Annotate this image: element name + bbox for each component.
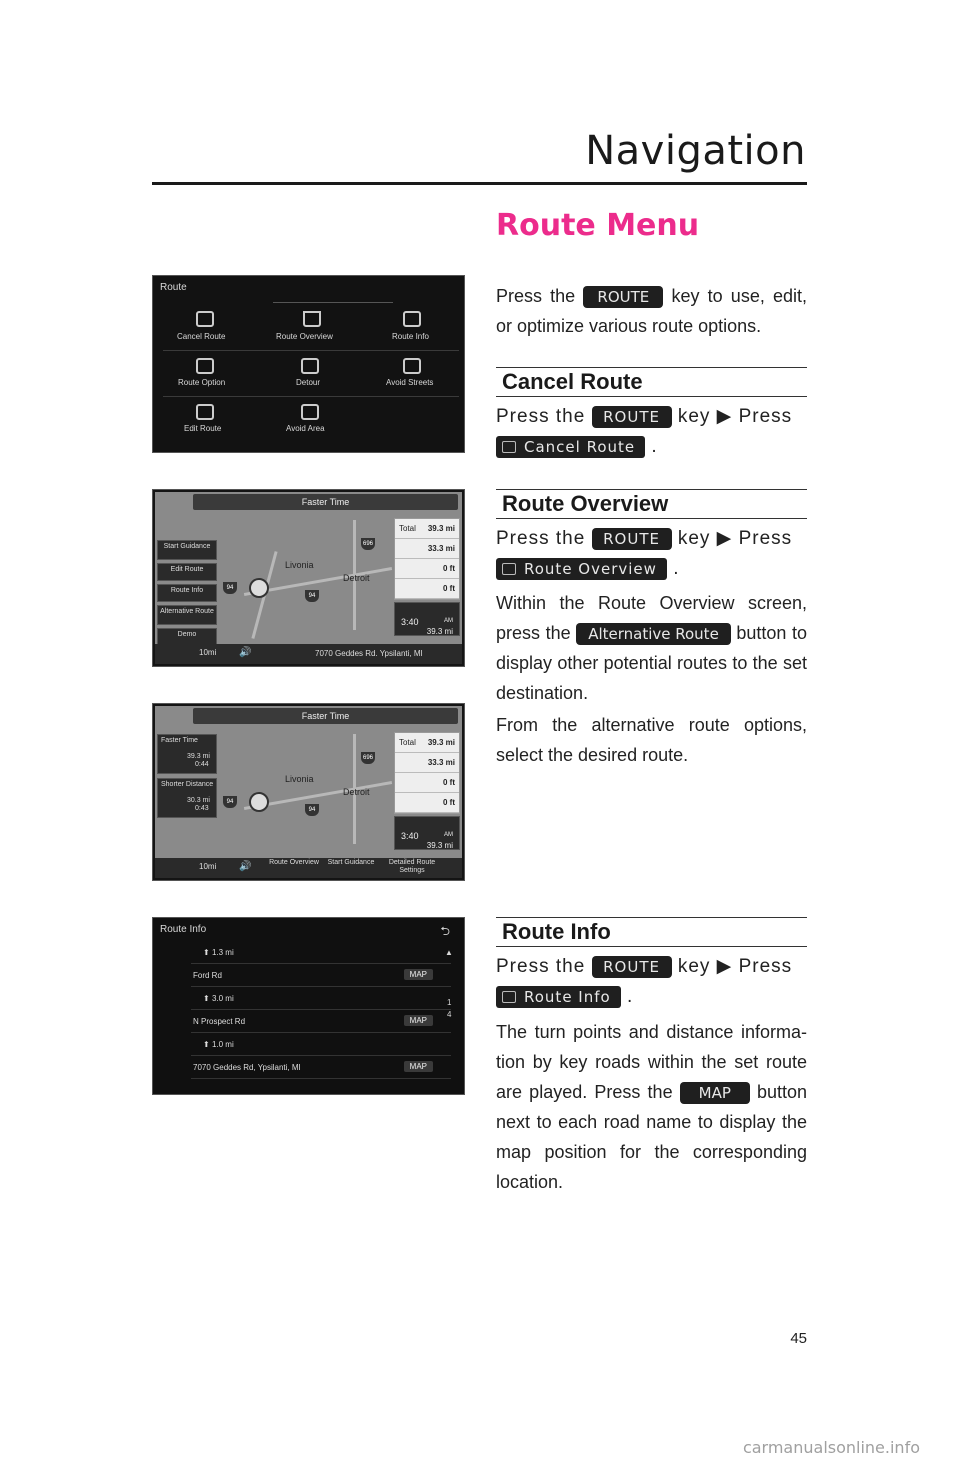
alternative-route-button: Alternative Route (157, 605, 217, 625)
page-indicator: 4 (447, 1010, 452, 1019)
route-info-heading: Route Info (496, 917, 807, 947)
route-overview-text: Press the ROUTE key ▶ Press Route Overview . (496, 528, 793, 579)
page-header-title: Navigation (585, 128, 806, 174)
route-overview-note: From the alternative route options, select the desired route. (496, 715, 807, 765)
vehicle-position-marker (249, 578, 269, 598)
cancel-route-button-badge: Cancel Route (496, 436, 645, 458)
map-city-label: Detroit (343, 573, 370, 583)
watermark: carmanualsonline.info (742, 1438, 920, 1457)
route-overview-heading: Route Overview (496, 489, 807, 519)
cancel-route-icon (502, 441, 516, 453)
route-overview-screenshot (152, 489, 465, 667)
route-info-icon (502, 991, 516, 1003)
menu-item-avoid-area: Avoid Area (286, 424, 325, 433)
volume-icon: 🔊 (239, 861, 252, 872)
cancel-route-heading: Cancel Route (496, 367, 807, 397)
map-city-label: Livonia (285, 560, 314, 570)
highway-shield: 696 (361, 752, 375, 764)
vehicle-position-marker (249, 792, 269, 812)
menu-item-route-option: Route Option (178, 378, 226, 387)
route-info-detail: The turn points and distance informa-tion by key roads within the set route are played. Press the MAP button next to each road name to display the map position for the corresponding location. (496, 1022, 807, 1192)
header-divider (152, 182, 807, 185)
route-option-icon (196, 358, 214, 374)
route-overview-detail: Within the Route Overview screen, press the Alternative Route button to display other potential routes to the set destination. (496, 593, 807, 703)
route-info-panel: Total 39.3 mi 33.3 mi 0 ft 0 ft (394, 518, 460, 600)
menu-item-detour: Detour (296, 378, 321, 387)
faster-time-option: Faster Time 39.3 mi 0:44 (157, 734, 217, 774)
highway-shield: 696 (361, 538, 375, 550)
edit-route-icon (196, 404, 214, 420)
list-item: ⬆ 1.0 mi (191, 1034, 451, 1056)
route-key-badge: ROUTE (592, 528, 672, 550)
list-item: 7070 Geddes Rd, Ypsilanti, MI MAP (191, 1057, 451, 1079)
page-number: 45 (790, 1330, 807, 1347)
volume-icon: 🔊 (239, 647, 252, 658)
route-overview-icon (502, 563, 516, 575)
start-guidance-button: Start Guidance (157, 540, 217, 560)
highway-shield: 94 (305, 590, 319, 602)
avoid-streets-icon (403, 358, 421, 374)
map-button: MAP (404, 969, 433, 980)
route-key-badge: ROUTE (583, 286, 663, 308)
menu-item-avoid-streets: Avoid Streets (386, 378, 434, 387)
menu-item-route-overview: Route Overview (276, 332, 333, 341)
menu-item-edit-route: Edit Route (184, 424, 222, 433)
route-type-bar: Faster Time (193, 708, 458, 724)
back-icon: ⮌ (440, 924, 450, 938)
highway-shield: 94 (223, 582, 237, 594)
map-scale: 10mi (199, 862, 217, 871)
screen-title: Route Info (160, 924, 207, 935)
scroll-up-icon: ▲ (445, 948, 453, 957)
route-type-bar: Faster Time (193, 494, 458, 510)
route-menu-screenshot (152, 275, 465, 453)
detour-icon (301, 358, 319, 374)
cancel-route-icon (196, 311, 214, 327)
route-info-button-badge: Route Info (496, 986, 621, 1008)
route-info-icon (403, 311, 421, 327)
map-city-label: Livonia (285, 774, 314, 784)
avoid-area-icon (301, 404, 319, 420)
map-scale: 10mi (199, 648, 217, 657)
list-item: N Prospect Rd MAP (191, 1011, 451, 1033)
map-badge: MAP (680, 1082, 750, 1104)
highway-shield: 94 (305, 804, 319, 816)
section-title: Route Menu (496, 208, 700, 243)
route-info-screenshot (152, 917, 465, 1095)
route-info-text: Press the ROUTE key ▶ Press Route Info . (496, 956, 793, 1007)
map-city-label: Detroit (343, 787, 370, 797)
demo-button: Demo (157, 628, 217, 646)
page-indicator: 1 (447, 998, 452, 1007)
route-info-panel: Total 39.3 mi 33.3 mi 0 ft 0 ft (394, 732, 460, 814)
map-button: MAP (404, 1015, 433, 1026)
route-overview-icon (303, 311, 321, 327)
route-key-badge: ROUTE (592, 406, 672, 428)
map-bottom-bar (155, 858, 462, 878)
route-info-button: Route Info (157, 584, 217, 602)
list-item: ⬆ 3.0 mi (191, 988, 451, 1010)
edit-route-button: Edit Route (157, 563, 217, 581)
menu-item-cancel-route: Cancel Route (177, 332, 226, 341)
alternative-route-badge: Alternative Route (576, 623, 731, 645)
route-overview-button-badge: Route Overview (496, 558, 667, 580)
screen-title: Route (160, 282, 187, 293)
map-bottom-bar (155, 644, 462, 664)
shorter-distance-option: Shorter Distance 30.3 mi 0:43 (157, 778, 217, 818)
route-overview-button: Route Overview (269, 859, 319, 866)
menu-item-route-info: Route Info (392, 332, 429, 341)
cancel-route-text: Press the ROUTE key ▶ Press Cancel Route . (496, 406, 793, 457)
detailed-route-settings-button: Detailed Route Settings (388, 859, 436, 874)
route-key-badge: ROUTE (592, 956, 672, 978)
intro-paragraph: Press the ROUTE key to use, edit, or optimize various route options. (496, 286, 807, 336)
list-item: Ford Rd MAP (191, 965, 451, 987)
eta-panel: 3:40 AM 39.3 mi (394, 602, 460, 636)
map-button: MAP (404, 1061, 433, 1072)
eta-panel: 3:40 AM 39.3 mi (394, 816, 460, 850)
alternative-route-screenshot (152, 703, 465, 881)
destination-address: 7070 Geddes Rd. Ypsilanti, MI (315, 649, 423, 658)
list-item: ⬆ 1.3 mi (191, 942, 451, 964)
highway-shield: 94 (223, 796, 237, 808)
start-guidance-button: Start Guidance (327, 859, 375, 866)
